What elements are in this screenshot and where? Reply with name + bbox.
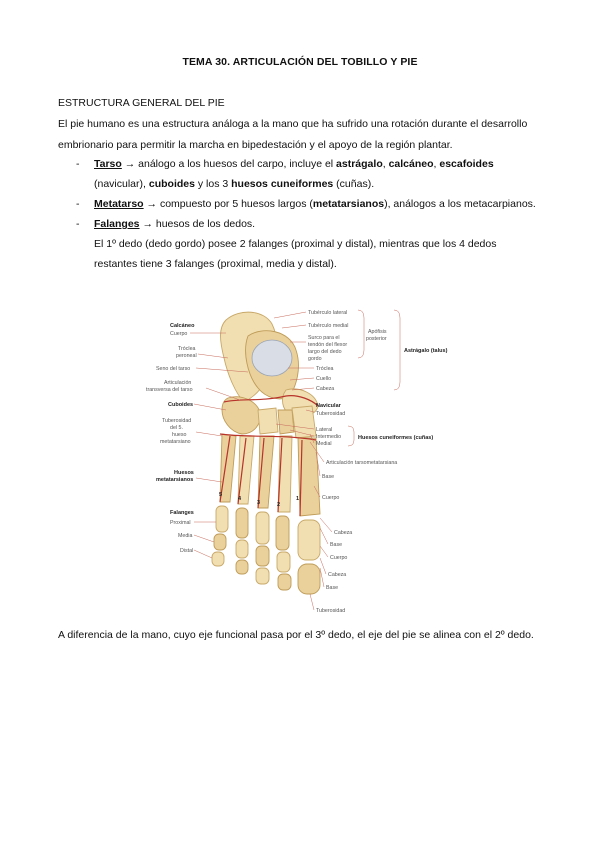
phalanx-5-distal xyxy=(212,552,224,566)
label-tuberosidad-5-4: metatarsiano xyxy=(160,439,191,445)
label-media: Media xyxy=(178,533,193,539)
phalanx-2-middle xyxy=(277,552,290,572)
label-seno-tarso: Seno del tarso xyxy=(156,366,191,372)
label-base: Base xyxy=(322,474,335,480)
label-surco-1: Surco para el xyxy=(308,335,340,341)
term-falanges: Falanges xyxy=(94,218,140,230)
label-apofisis-1: Apófisis xyxy=(368,329,387,335)
label-astragalo: Astrágalo (talus) xyxy=(404,348,448,354)
phalanx-1-proximal xyxy=(298,520,320,560)
label-art-transversa-1: Articulación xyxy=(164,380,192,386)
label-base2: Base xyxy=(330,542,343,548)
bold-metatarsianos: metatarsianos xyxy=(312,198,385,210)
list-item-falanges xyxy=(58,214,538,274)
metatarsal-number-5: 5 xyxy=(219,492,223,498)
metatarsal-4 xyxy=(238,436,254,504)
section-heading: ESTRUCTURA GENERAL DEL PIE xyxy=(58,97,225,109)
phalanx-4-proximal xyxy=(236,508,248,538)
text: (navicular), xyxy=(94,178,149,190)
label-tuberosidad-5-3: hueso xyxy=(172,432,187,438)
label-cuerpo-meta: Cuerpo xyxy=(322,495,340,501)
label-cabeza2: Cabeza xyxy=(334,530,353,536)
foot-skeleton-svg xyxy=(140,306,470,618)
list-item-metatarso xyxy=(58,194,538,214)
label-apofisis-2: posterior xyxy=(366,336,387,342)
metatarsal-3 xyxy=(258,436,274,508)
label-art-transversa-2: transversa del tarso xyxy=(146,387,193,393)
label-surco-2: tendón del flexor xyxy=(308,342,348,348)
label-tuberosidad-5-2: del 5. xyxy=(170,425,183,431)
brace-apofisis xyxy=(358,310,364,358)
bone-list xyxy=(58,154,538,274)
phalanx-5-proximal xyxy=(216,506,228,532)
phalanx-2-proximal xyxy=(276,516,289,550)
label-troclea-peroneal-1: Tróclea xyxy=(178,346,196,352)
label-tuberosidad-navicular: Tuberosidad xyxy=(316,411,346,417)
label-surco-4: gordo xyxy=(308,356,322,362)
brace-cuneiformes xyxy=(348,426,354,446)
list-item-tarso xyxy=(58,154,538,194)
phalanx-1-distal xyxy=(298,564,320,594)
bold-cuboides: cuboides xyxy=(148,178,195,190)
label-troclea-peroneal-2: peroneal xyxy=(176,353,197,359)
label-huesos-meta-2: metatarsianos xyxy=(156,477,194,483)
metatarsal-number-2: 2 xyxy=(277,502,281,508)
falanges-detail: El 1º dedo (dedo gordo) posee 2 falanges (proximal y distal), mientras que los 4 dedos restantes tiene 3 falanges (proximal, media y distal). xyxy=(94,238,497,270)
label-cabeza: Cabeza xyxy=(316,386,335,392)
label-proximal: Proximal xyxy=(170,520,191,526)
text: (cuñas). xyxy=(333,178,375,190)
label-intermedio: Intermedio xyxy=(316,434,342,440)
label-distal: Distal xyxy=(180,548,194,554)
label-cuerpo-calcaneo: Cuerpo xyxy=(170,331,188,337)
phalanx-3-middle xyxy=(256,546,269,566)
label-tuberosidad-5-1: Tuberosidad xyxy=(162,418,192,424)
phalanx-3-distal xyxy=(256,568,269,584)
label-surco-3: largo del dedo xyxy=(308,349,342,355)
page-title: TEMA 30. ARTICULACIÓN DEL TOBILLO Y PIE xyxy=(182,56,418,68)
phalanx-5-middle xyxy=(214,534,226,550)
brace-astragalo xyxy=(394,310,400,390)
list-dash: - xyxy=(76,218,80,230)
talus-trochlea-cartilage xyxy=(252,340,292,376)
phalanx-2-distal xyxy=(278,574,291,590)
label-tuberculo-lateral: Tubérculo lateral xyxy=(308,310,348,316)
text: ), análogos a los metacarpianos. xyxy=(384,198,536,210)
metatarsal-5 xyxy=(220,434,236,502)
bold-calcaneo: calcáneo xyxy=(388,158,434,170)
label-tuberculo-medial: Tubérculo medial xyxy=(308,323,349,329)
text: y los 3 xyxy=(194,178,232,190)
phalanx-3-proximal xyxy=(256,512,269,544)
label-navicular: Navicular xyxy=(316,403,341,409)
label-medial: Medial xyxy=(316,441,332,447)
label-cuerpo2: Cuerpo xyxy=(330,555,348,561)
foot-bones xyxy=(212,312,320,594)
list-dash: - xyxy=(76,198,80,210)
phalanx-4-middle xyxy=(236,540,248,558)
label-lateral: Lateral xyxy=(316,427,333,433)
metatarsal-number-1: 1 xyxy=(296,496,300,502)
foot-bones-illustration xyxy=(140,306,470,618)
label-base3: Base xyxy=(326,585,339,591)
intro-paragraph: El pie humano es una estructura análoga a la mano que ha sufrido una rotación durante el desarrollo embrionario para permitir la marcha en bipedestación y el apoyo de la región plantar. xyxy=(58,118,528,151)
text: → compuesto por 5 huesos largos ( xyxy=(143,198,313,210)
label-falanges: Falanges xyxy=(170,510,194,516)
text: , xyxy=(433,158,440,170)
label-cuello: Cuello xyxy=(316,376,332,382)
text: → huesos de los dedos. xyxy=(139,218,256,230)
label-huesos-meta-1: Huesos xyxy=(174,470,194,476)
label-calcaneo: Calcáneo xyxy=(170,323,195,329)
bold-cuneiformes: huesos cuneiformes xyxy=(231,178,334,190)
label-tuberosidad2: Tuberosidad xyxy=(316,608,346,614)
text: → análogo a los huesos del carpo, incluye el xyxy=(121,158,337,170)
list-dash: - xyxy=(76,158,80,170)
cuboid-bone xyxy=(222,397,260,434)
bold-astragalo: astrágalo xyxy=(336,158,383,170)
label-cuneiformes: Huesos cuneiformes (cuñas) xyxy=(358,435,434,441)
label-troclea: Tróclea xyxy=(316,366,334,372)
lateral-cuneiform xyxy=(258,408,278,434)
text: , xyxy=(382,158,389,170)
closing-paragraph: A diferencia de la mano, cuyo eje funcional pasa por el 3º dedo, el eje del pie se alinea con el 2º dedo. xyxy=(58,629,534,641)
metatarsal-number-4: 4 xyxy=(238,496,242,502)
phalanx-4-distal xyxy=(236,560,248,574)
metatarsal-number-3: 3 xyxy=(257,500,261,506)
label-cabeza3: Cabeza xyxy=(328,572,347,578)
bold-escafoides: escafoides xyxy=(439,158,494,170)
term-metatarso: Metatarso xyxy=(94,198,144,210)
medial-cuneiform xyxy=(292,406,316,438)
term-tarso: Tarso xyxy=(94,158,122,170)
label-art-tarsometa: Articulación tarsometatarsiana xyxy=(326,460,398,466)
label-cuboides: Cuboides xyxy=(168,402,194,408)
